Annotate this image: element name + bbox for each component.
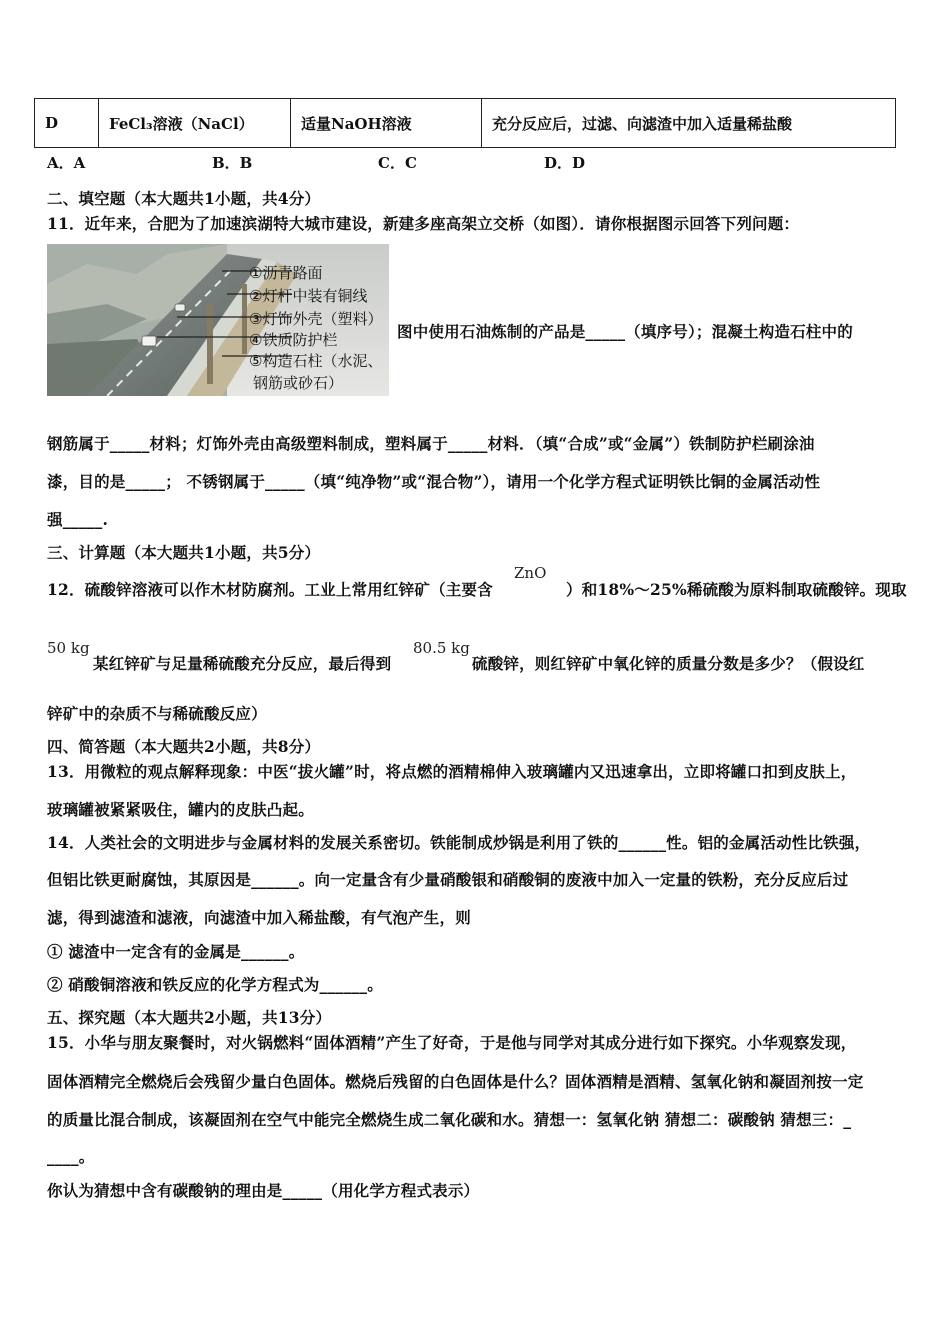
q14-line1: 14．人类社会的文明进步与金属材料的发展关系密切。铁能制成炒锅是利用了铁的______性。铝的金属活动性比铁强，	[47, 833, 871, 852]
callout-copper-wire: ②灯杆中装有铜线	[249, 287, 368, 305]
q15-line5: 你认为猜想中含有碳酸钠的理由是_____（用化学方程式表示）	[47, 1181, 480, 1200]
section-heading-fill: 二、填空题（本大题共1小题，共4分）	[47, 189, 321, 208]
section-heading-explore: 五、探究题（本大题共2小题，共13分）	[47, 1008, 332, 1027]
answer-choices	[47, 152, 585, 173]
callout-stone-pillar: ⑤构造石柱（水泥、	[249, 352, 383, 370]
q15-line3: 的质量比混合制成，该凝固剂在空气中能完全燃烧生成二氧化碳和水。猜想一：氢氧化钠 猜想二：碳酸钠 猜想三：_	[47, 1110, 852, 1129]
q15-line4: ____。	[47, 1147, 95, 1166]
q13-line1: 13．用微粒的观点解释现象：中医“拔火罐”时，将点燃的酒精棉伸入玻璃罐内又迅速拿出，立即将罐口扣到皮肤上，	[47, 762, 857, 781]
q12-mass1: 50 kg	[47, 639, 90, 657]
table-cell-reagent: 适量NaOH溶液	[291, 99, 482, 148]
table-cell-substance: FeCl₃溶液（NaCl）	[99, 99, 291, 148]
section-heading-calc: 三、计算题（本大题共1小题，共5分）	[47, 543, 321, 562]
q12-line2b: 硫酸锌，则红锌矿中氧化锌的质量分数是多少？（假设红	[472, 654, 865, 673]
choice-b: B．B	[212, 154, 253, 172]
q12-line2a: 某红锌矿与足量稀硫酸充分反应，最后得到	[93, 654, 392, 673]
q14-sub2: ② 硝酸铜溶液和铁反应的化学方程式为______。	[47, 975, 383, 994]
section-heading-short: 四、简答题（本大题共2小题，共8分）	[47, 737, 321, 756]
callout-iron-rail: ④铁质防护栏	[249, 331, 338, 349]
q12-formula: ZnO	[514, 564, 547, 582]
q11-side-text: 图中使用石油炼制的产品是_____（填序号）；混凝土构造石柱中的	[397, 322, 853, 341]
q14-line2: 但铝比铁更耐腐蚀，其原因是______。向一定量含有少量硝酸银和硝酸铜的废液中加入一定量的铁粉，充分反应后过	[47, 870, 849, 889]
q11-line3: 漆，目的是_____； 不锈钢属于_____（填“纯净物”或“混合物”），请用一个化学方程式证明铁比铜的金属活动性	[47, 472, 821, 491]
choice-a: A．A	[47, 154, 86, 172]
q11-line4: 强_____.	[47, 510, 109, 529]
choice-c: C．C	[378, 154, 417, 172]
q11-line1: 11．近年来，合肥为了加速滨湖特大城市建设，新建多座高架立交桥（如图）．请你根据图示回答下列问题：	[47, 214, 800, 233]
table-cell-method: 充分反应后，过滤、向滤渣中加入适量稀盐酸	[482, 99, 896, 148]
q15-line1: 15．小华与朋友聚餐时，对火锅燃料“固体酒精”产生了好奇，于是他与同学对其成分进行如下探究。小华观察发现，	[47, 1033, 857, 1052]
callout-plastic-shell: ③灯饰外壳（塑料）	[249, 310, 383, 328]
table-cell-option: D	[35, 99, 99, 148]
q12-line1b: ）和18%～25%稀硫酸为原料制取硫酸锌。现取	[566, 580, 907, 599]
q12-mass2: 80.5 kg	[413, 639, 470, 657]
choice-d: D．D	[544, 154, 586, 172]
q14-sub1: ① 滤渣中一定含有的金属是______。	[47, 942, 305, 961]
options-table	[34, 98, 896, 148]
q14-line3: 滤，得到滤渣和滤液，向滤渣中加入稀盐酸，有气泡产生，则	[47, 908, 471, 927]
q12-line1a: 12．硫酸锌溶液可以作木材防腐剂。工业上常用红锌矿（主要含	[47, 580, 493, 599]
table-row	[35, 99, 896, 148]
q12-line3: 锌矿中的杂质不与稀硫酸反应）	[47, 704, 267, 723]
q15-line2: 固体酒精完全燃烧后会残留少量白色固体。燃烧后残留的白色固体是什么？固体酒精是酒精、氢氧化钠和凝固剂按一定	[47, 1072, 864, 1091]
callout-asphalt: ①沥青路面	[249, 264, 323, 282]
q11-line2: 钢筋属于_____材料；灯饰外壳由高级塑料制成，塑料属于_____材料．（填“合成”或“金属”）铁制防护栏刷涂油	[47, 434, 815, 453]
callout-stone-pillar-cont: 钢筋或砂石）	[253, 374, 344, 392]
q13-line2: 玻璃罐被紧紧吸住，罐内的皮肤凸起。	[47, 800, 314, 819]
